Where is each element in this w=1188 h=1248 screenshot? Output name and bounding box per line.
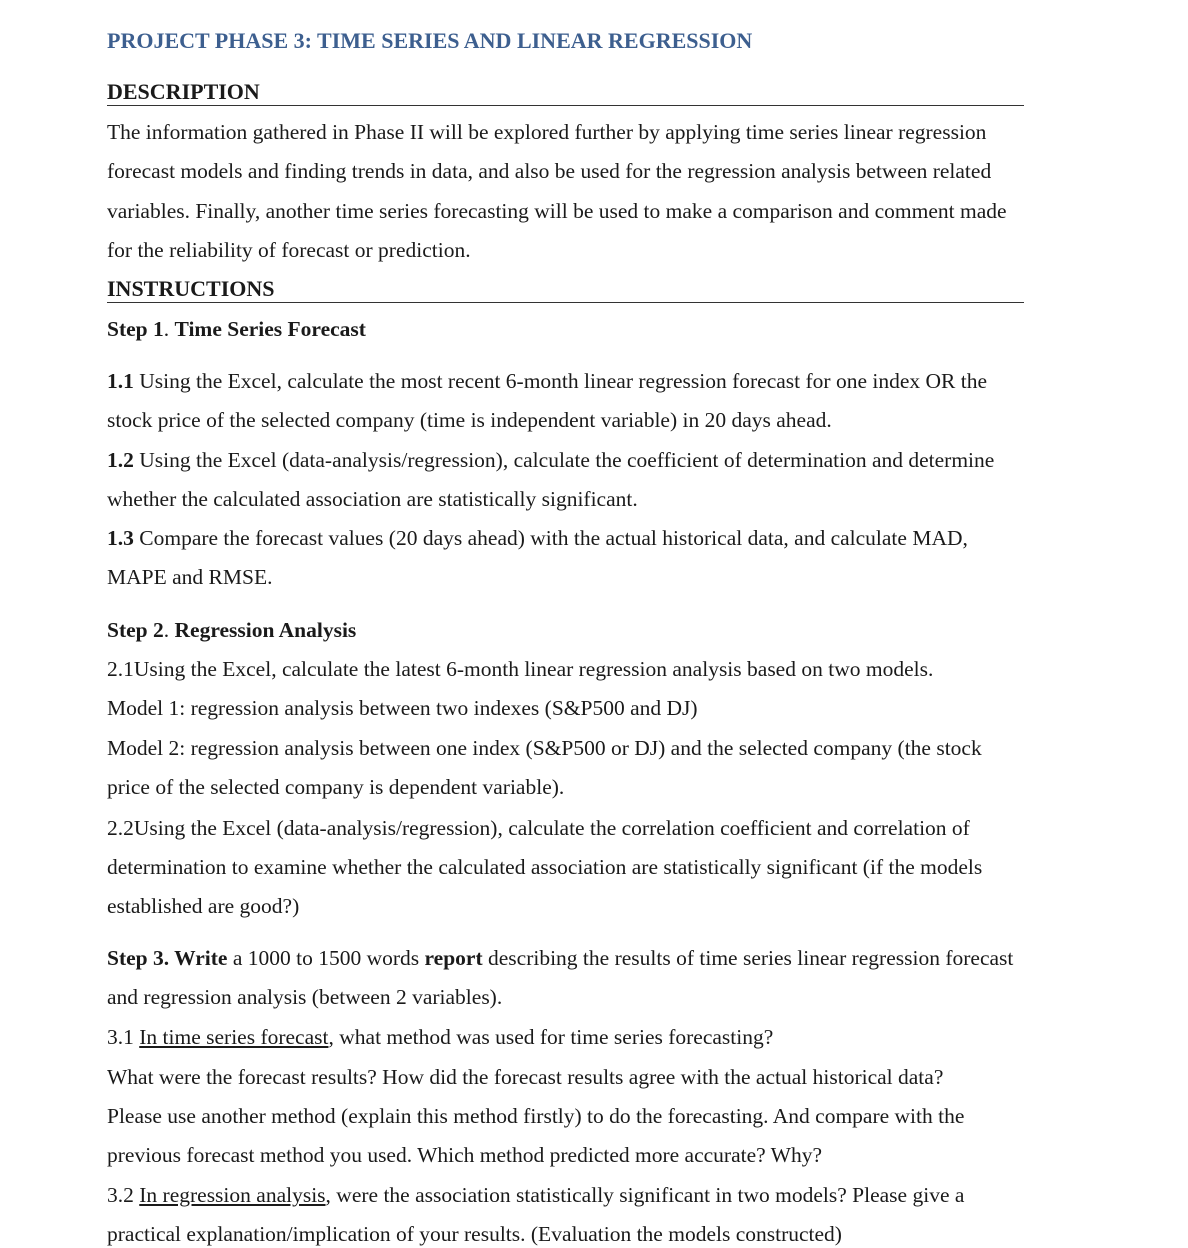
step2-line: established are good?)	[107, 894, 300, 918]
step3-label: Step 3. Write	[107, 946, 228, 970]
step3-question-1	[107, 1023, 773, 1051]
step2-label: Step 2	[107, 618, 164, 642]
step3-text: describing the results of time series linear regression forecast	[482, 946, 1014, 970]
step1-title: Time Series Forecast	[174, 317, 366, 341]
step2-line: Model 2: regression analysis between one index (S&P500 or DJ) and the selected company (the stock	[107, 736, 982, 760]
description-line: for the reliability of forecast or prediction.	[107, 238, 471, 262]
step3-line: practical explanation/implication of your results. (Evaluation the models constructed)	[107, 1222, 842, 1246]
item-number: 1.2	[107, 448, 134, 472]
item-number: 1.3	[107, 526, 134, 550]
question-topic: In time series forecast	[139, 1025, 329, 1049]
step2-line: 2.1Using the Excel, calculate the latest 6-month linear regression analysis based on two models.	[107, 657, 934, 681]
question-text: , were the association statistically significant in two models? Please give a	[325, 1183, 965, 1207]
step2-heading: Step 2. Regression Analysis	[107, 618, 357, 642]
question-text: , what method was used for time series forecasting?	[328, 1025, 774, 1049]
item-text: Using the Excel (data-analysis/regression), calculate the coefficient of determination and determine	[133, 448, 995, 472]
step1-label: Step 1	[107, 317, 164, 341]
step3-line: and regression analysis (between 2 variables).	[107, 985, 503, 1009]
description-line: forecast models and finding trends in data, and also be used for the regression analysis between related	[107, 159, 992, 183]
description-line: The information gathered in Phase II will be explored further by applying time series linear regression	[107, 120, 987, 144]
step1-heading: Step 1. Time Series Forecast	[107, 317, 366, 341]
instructions-heading: INSTRUCTIONS	[107, 276, 1024, 303]
step3-line: previous forecast method you used. Which method predicted more accurate? Why?	[107, 1143, 823, 1167]
step2-title: Regression Analysis	[174, 618, 357, 642]
step3-report-word: report	[424, 946, 483, 970]
item-number: 1.1	[107, 369, 134, 393]
step1-item-cont: MAPE and RMSE.	[107, 565, 273, 589]
item-text: Using the Excel, calculate the most recent 6-month linear regression forecast for one index OR the	[133, 369, 988, 393]
question-topic: In regression analysis	[139, 1183, 326, 1207]
step3-line: What were the forecast results? How did the forecast results agree with the actual historical data?	[107, 1065, 944, 1089]
question-number: 3.2	[107, 1183, 140, 1207]
step3-question-2	[107, 1181, 964, 1209]
description-heading: DESCRIPTION	[107, 79, 1024, 106]
step3-text: a 1000 to 1500 words	[227, 946, 425, 970]
question-number: 3.1	[107, 1025, 140, 1049]
step1-item-cont: stock price of the selected company (time is independent variable) in 20 days ahead.	[107, 408, 832, 432]
step3-heading	[107, 944, 1013, 972]
step1-item-cont: whether the calculated association are statistically significant.	[107, 487, 638, 511]
step2-line: 2.2Using the Excel (data-analysis/regression), calculate the correlation coefficient and correlation of	[107, 816, 970, 840]
step1-item	[107, 524, 968, 552]
step1-item	[107, 367, 987, 395]
step2-line: price of the selected company is dependent variable).	[107, 775, 565, 799]
step2-line: Model 1: regression analysis between two indexes (S&P500 and DJ)	[107, 696, 698, 720]
description-line: variables. Finally, another time series forecasting will be used to make a comparison and comment made	[107, 199, 1007, 223]
item-text: Compare the forecast values (20 days ahead) with the actual historical data, and calculate MAD,	[133, 526, 968, 550]
page-title: PROJECT PHASE 3: TIME SERIES AND LINEAR REGRESSION	[107, 28, 753, 53]
step2-line: determination to examine whether the calculated association are statistically significant (if the models	[107, 855, 983, 879]
step3-line: Please use another method (explain this method firstly) to do the forecasting. And compare with the	[107, 1104, 965, 1128]
step1-item	[107, 446, 994, 474]
